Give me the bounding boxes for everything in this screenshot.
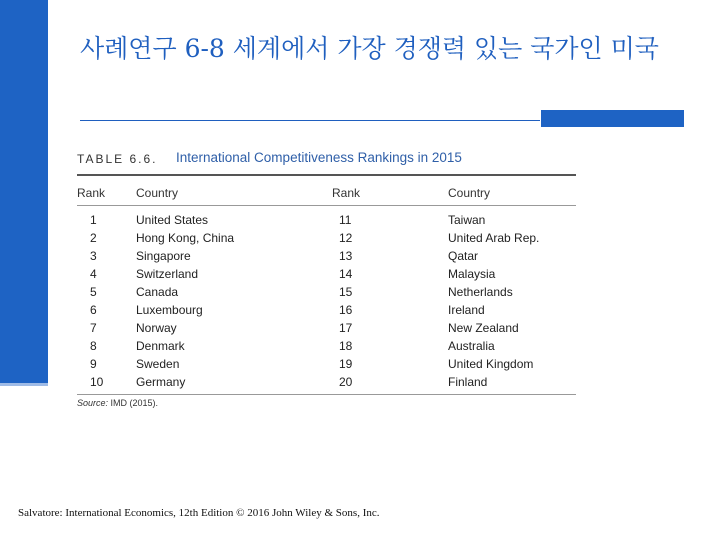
country-cell: Hong Kong, China bbox=[136, 231, 235, 245]
country-cell: Ireland bbox=[448, 303, 485, 317]
country-cell: Qatar bbox=[448, 249, 479, 263]
country-cell: Netherlands bbox=[448, 285, 513, 299]
country-cell: New Zealand bbox=[448, 321, 519, 335]
country-cell: Germany bbox=[136, 375, 186, 389]
table-row bbox=[77, 375, 577, 393]
country-cell: United Arab Rep. bbox=[448, 231, 540, 245]
rank-cell: 14 bbox=[339, 267, 353, 281]
title-rest: 세계에서 가장 경쟁력 있는 국가인 미국 bbox=[224, 34, 659, 63]
rank-cell: 7 bbox=[90, 321, 97, 335]
table-row bbox=[77, 285, 577, 303]
rank-cell: 8 bbox=[90, 339, 97, 353]
rank-cell: 20 bbox=[339, 375, 353, 389]
header-rank-1: Rank bbox=[77, 186, 106, 200]
source-text: IMD (2015). bbox=[108, 398, 159, 408]
rank-cell: 1 bbox=[90, 213, 97, 227]
table-row bbox=[77, 267, 577, 285]
table-header-rule bbox=[77, 205, 576, 206]
left-accent-bar-edge bbox=[0, 383, 48, 386]
rank-cell: 5 bbox=[90, 285, 97, 299]
rank-cell: 2 bbox=[90, 231, 97, 245]
table-row bbox=[77, 357, 577, 375]
table-row bbox=[77, 231, 577, 249]
rank-cell: 4 bbox=[90, 267, 97, 281]
country-cell: Canada bbox=[136, 285, 179, 299]
rank-cell: 17 bbox=[339, 321, 353, 335]
table-caption: International Competitiveness Rankings in 2015 bbox=[176, 150, 462, 165]
table-row bbox=[77, 303, 577, 321]
title-number: 6-8 bbox=[184, 34, 225, 63]
country-cell: Finland bbox=[448, 375, 488, 389]
country-cell: Malaysia bbox=[448, 267, 496, 281]
left-accent-bar bbox=[0, 0, 48, 383]
accent-box bbox=[541, 110, 684, 127]
header-country-2: Country bbox=[448, 186, 491, 200]
country-cell: United States bbox=[136, 213, 209, 227]
country-cell: Australia bbox=[448, 339, 495, 353]
table-row bbox=[77, 339, 577, 357]
rank-cell: 6 bbox=[90, 303, 97, 317]
rank-cell: 10 bbox=[90, 375, 104, 389]
rank-cell: 12 bbox=[339, 231, 353, 245]
country-cell: Switzerland bbox=[136, 267, 199, 281]
country-cell: Denmark bbox=[136, 339, 185, 353]
table-top-rule bbox=[77, 174, 576, 176]
title-prefix: 사례연구 bbox=[80, 34, 185, 63]
rank-cell: 3 bbox=[90, 249, 97, 263]
header-rank-2: Rank bbox=[332, 186, 361, 200]
source-label: Source: bbox=[77, 398, 109, 408]
header-country-1: Country bbox=[136, 186, 179, 200]
country-cell: Sweden bbox=[136, 357, 180, 371]
table-row bbox=[77, 321, 577, 339]
rank-cell: 13 bbox=[339, 249, 353, 263]
table-source bbox=[77, 398, 158, 408]
country-cell: Luxembourg bbox=[136, 303, 203, 317]
rank-cell: 9 bbox=[90, 357, 97, 371]
title-underline bbox=[80, 120, 540, 121]
slide-footer: Salvatore: International Economics, 12th Edition © 2016 John Wiley & Sons, Inc. bbox=[18, 507, 380, 519]
rank-cell: 19 bbox=[339, 357, 353, 371]
slide-title bbox=[80, 32, 700, 66]
table-row bbox=[77, 249, 577, 267]
rank-cell: 11 bbox=[339, 213, 352, 227]
country-cell: Singapore bbox=[136, 249, 191, 263]
table-title bbox=[77, 150, 577, 170]
table-bottom-rule bbox=[77, 394, 576, 395]
table-label: TABLE 6.6. bbox=[77, 152, 158, 166]
rank-cell: 15 bbox=[339, 285, 353, 299]
country-cell: United Kingdom bbox=[448, 357, 534, 371]
country-cell: Taiwan bbox=[448, 213, 486, 227]
rank-cell: 16 bbox=[339, 303, 353, 317]
country-cell: Norway bbox=[136, 321, 177, 335]
table-row bbox=[77, 213, 577, 231]
rank-cell: 18 bbox=[339, 339, 353, 353]
